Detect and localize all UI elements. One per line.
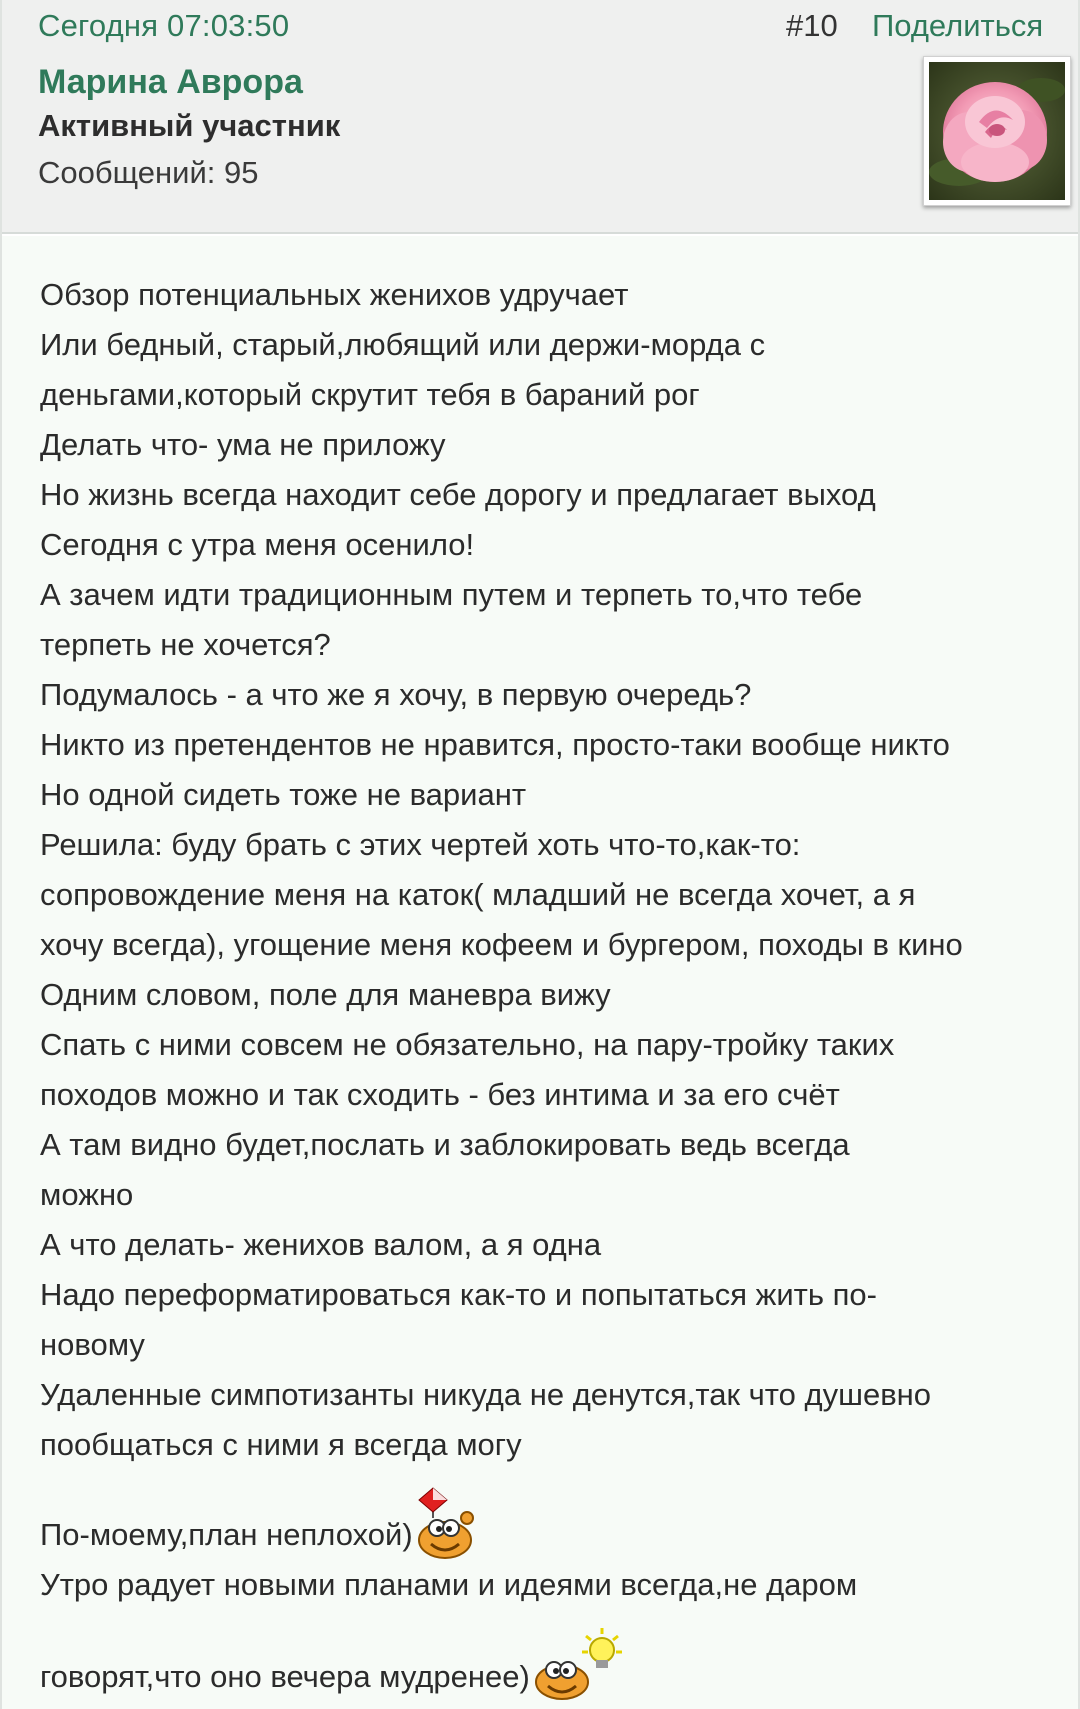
plan-text: По-моему,план неплохой): [40, 1517, 413, 1552]
author-rank: Активный участник: [38, 108, 341, 143]
post-number[interactable]: #10: [786, 8, 838, 43]
post-text-line: Одним словом, поле для маневра вижу: [40, 977, 611, 1012]
post-text-line: Но одной сидеть тоже не вариант: [40, 777, 527, 812]
post-text-line: Обзор потенциальных женихов удручает: [40, 277, 629, 312]
post-text-line: деньгами,который скрутит тебя в бараний рог: [40, 377, 700, 412]
post-text-line: Спать с ними совсем не обязательно, на пару-тройку таких: [40, 1027, 895, 1062]
post-text: [40, 270, 1060, 1702]
post-body: [2, 236, 1078, 1709]
post-text-line: Никто из претендентов не нравится, просто-таки вообще никто: [40, 727, 950, 762]
post-text-line: Надо переформатироваться как-то и попытаться жить по-: [40, 1277, 877, 1312]
post-text-line: Утро радует новыми планами и идеями всегда,не даром: [40, 1567, 858, 1602]
idea-flag-smiley-icon: [413, 1484, 479, 1560]
post-header: [2, 0, 1078, 234]
post-text-line: новому: [40, 1327, 145, 1362]
post-text-line: А зачем идти традиционным путем и терпеть то,что тебе: [40, 577, 863, 612]
post-text-line: терпеть не хочется?: [40, 627, 331, 662]
pink-rose-avatar-icon: [929, 62, 1065, 200]
plan-line: [40, 1484, 1060, 1560]
share-link[interactable]: Поделиться: [872, 8, 1044, 43]
post-text-line: сопровождение меня на каток( младший не всегда хочет, а я: [40, 877, 916, 912]
post-text-line: Решила: буду брать с этих чертей хоть что-то,как-то:: [40, 827, 801, 862]
post-text-line: Удаленные симпотизанты никуда не денутся,так что душевно: [40, 1377, 932, 1412]
post-text-line: хочу всегда), угощение меня кофеем и бургером, походы в кино: [40, 927, 963, 962]
post-text-line: А что делать- женихов валом, а я одна: [40, 1227, 602, 1262]
post-text-line: можно: [40, 1177, 134, 1212]
post-text-line: пообщаться с ними я всегда могу: [40, 1427, 522, 1462]
post-text-line: походов можно и так сходить - без интима и за его счёт: [40, 1077, 840, 1112]
post-date[interactable]: Сегодня 07:03:50: [38, 8, 290, 43]
post-text-line: Подумалось - а что же я хочу, в первую очередь?: [40, 677, 752, 712]
author-avatar[interactable]: [923, 56, 1071, 206]
post-text-line: А там видно будет,послать и заблокировать ведь всегда: [40, 1127, 850, 1162]
lightbulb-smiley-icon: [530, 1624, 626, 1702]
wise-text: говорят,что оно вечера мудренее): [40, 1659, 530, 1694]
wise-line: [40, 1624, 1060, 1702]
author-post-count: Сообщений: 95: [38, 155, 259, 190]
post-text-line: Или бедный, старый,любящий или держи-морда с: [40, 327, 766, 362]
post-text-line: Но жизнь всегда находит себе дорогу и предлагает выход: [40, 477, 876, 512]
author-name[interactable]: Марина Аврора: [38, 63, 303, 101]
post-text-line: Делать что- ума не приложу: [40, 427, 446, 462]
post-text-line: Сегодня с утра меня осенило!: [40, 527, 475, 562]
